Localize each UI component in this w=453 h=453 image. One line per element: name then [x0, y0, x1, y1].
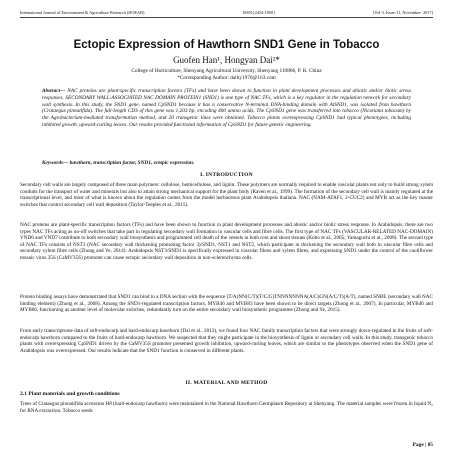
- header-divider: [20, 17, 433, 18]
- abstract: [42, 88, 411, 129]
- journal-issn: ISSN:[2454-1850]: [242, 10, 275, 15]
- journal-name: International Journal of Environment & Agriculture Research (IJOEAR): [20, 10, 145, 15]
- affiliation-line: College of Horticulture, Shenyang Agricultural University, Shenyang 110866, P. R. China: [131, 68, 322, 74]
- journal-volume: [Vol-3, Issue-11, November- 2017]: [372, 10, 433, 15]
- paragraph: NAC proteins are plant-specific transcription factors (TFs) and have been shown to function in plant development processes and abiotic and/or biotic stress response. In Arabidopsis, there are two types NAC TFs acting as on-off switches that take part in regulating secondary wall formation in vascular cells and fibre cells. The first type of NAC TFs (VASCULAR-RELATED NAC-DOMAIN) VND6 and VND7 contribute to both secondary wall biosynthesis and programmed cell death of the vessels in both root and shoot tissues (Kubo et al., 2005; Yamaguchi et al., 2008). The second type of NAC TFs consists of NST3 (NAC secondary wall thickening promoting factor 3)/SND1, NST1 and NST2, which participate in thickening the secondary wall both in vascular fibre cells and secondary xylem fibre cells (Zhong and Ye, 2014). Arabidopsis NST3/SND1 is specifically expressed in vascular fibres and xylem fibres, and expressing SND1 under the control of the cauliflower mosaic virus 35S (CaMV35S) promoter can cause ectopic secondary wall deposition in non-sclerenchyma cells.: [20, 222, 433, 261]
- paragraph: Protein binding assays have demonstrated that SND1 can bind to a DNA section with the sequence (T/A)NN(C/T)(T/C/G)TNNNNNNNA(A/C)GN(A/C/T)(A/T), named SNBE (secondary wall NAC binding element) (Zhong et al., 2008). Among the SND1-regulated transcription factors, MYB46 and MYB83 have been shown to be direct targets (Zhong et al., 2007). In particular, MYB46 and MYB86, functioning as another level of molecular switches, redundantly turn on the entire secondary wall biosynthetic programme (Zhong and Ye, 2015).: [20, 294, 433, 314]
- paragraph: From early transcriptome data of soft-endocarp and hard-endocarp hawthorn (Dai et al., 2013), we found four NAC family transcription factors that were strongly down-regulated in the fruits of soft-endocarp hawthorn compared to the fruits of hard-endocarp hawthorn. We suspected that they might participate in the biosynthesis of lignin or secondary cell walls. In this study, transgenic tobacco plants with overexpressing CpSND1 driven by the CaMV35S promoter presented growth inhibition, upward-curling leaves, which are similar to the phenotypes observed when the SND1 gene of Arabidopsis was overexpressed. Our results indicate that the SND1 function is conserved in different plants.: [20, 328, 433, 354]
- subsection-heading: 2.1 Plant materials and growth conditions: [20, 391, 120, 397]
- corresponding-author: *Corresponding Author: daihy1970@163.com: [177, 74, 276, 81]
- affiliation-block: [0, 68, 453, 81]
- abstract-text: NAC proteins are plant-specific transcription factors (TFs) and have been shown to function in plant development processes and abiotic and/or biotic stress responses. SECONDARY WALL-ASSOCIATED NAC DOMAIN PROTEIN1 (SND1) is one type of NAC TFs, which is a key regulator in the regulation network for secondary wall synthesis. In this study, the SND1 gene, named CpSND1 because it has a conservative N-terminal DNA-binding domain with AtSND1, was isolated from hawthorn (Crataegus pinnatifida). The full-length CDS of this gene was 1,203 bp, encoding 400 amino acids. The CpSND1 gene was transferred into tobacco (Nicotiana tobacum) by the Agrobacterium-mediated transformation method, and 20 transgenic lines were obtained. Tobacco plants overexpressing CpSND1 had typical phenotypes, including inhibited growth, upward-curling leaves. Our results provided functional information of CpSND1 for future genetic engineering.: [42, 88, 411, 128]
- journal-header: [20, 10, 433, 15]
- section-heading-methods: II. MATERIAL AND METHOD: [185, 380, 268, 386]
- paragraph: Trees of Crataegus pinnatifida accession H8 (hard-endocarp hawthorn) were maintained in the National Hawthorn Germplasm Repository at Shenyang. The material samples were frozen in liquid N₂ for RNA extraction. Tobacco seeds: [20, 401, 433, 414]
- paper-authors: Guofen Han¹, Hongyan Dai²*: [173, 55, 280, 65]
- abstract-label: Abstract—: [42, 88, 66, 94]
- page-number: Page | 85: [412, 442, 433, 448]
- paper-title: Ectopic Expression of Hawthorn SND1 Gene in Tobacco: [73, 39, 380, 51]
- section-heading-introduction: I. INTRODUCTION: [200, 172, 253, 178]
- paragraph: Secondary cell walls are largely composed of three main polymers: cellulose, hemicellulose, and lignin. These polymers are normally required to enable vascular plants not only to build strong xylem conduits for the transport of water and minerals but also to attain strong mechanical support for the plant body (Raven et al., 1999). The formation of the secondary cell wall is mainly regulated at the transcriptional level, and most of what is known about the regulation comes from the model herbaceous plant Arabidopsis thaliana. NAC (NAM-ATAF1, 2-CUC2) and MYB act as the key master switches that control secondary cell wall deposition (Taylor-Teeples et al., 2015).: [20, 182, 433, 208]
- keywords: Keywords— hawthorn, transcription factor, SND1, ectopic expression.: [42, 160, 195, 166]
